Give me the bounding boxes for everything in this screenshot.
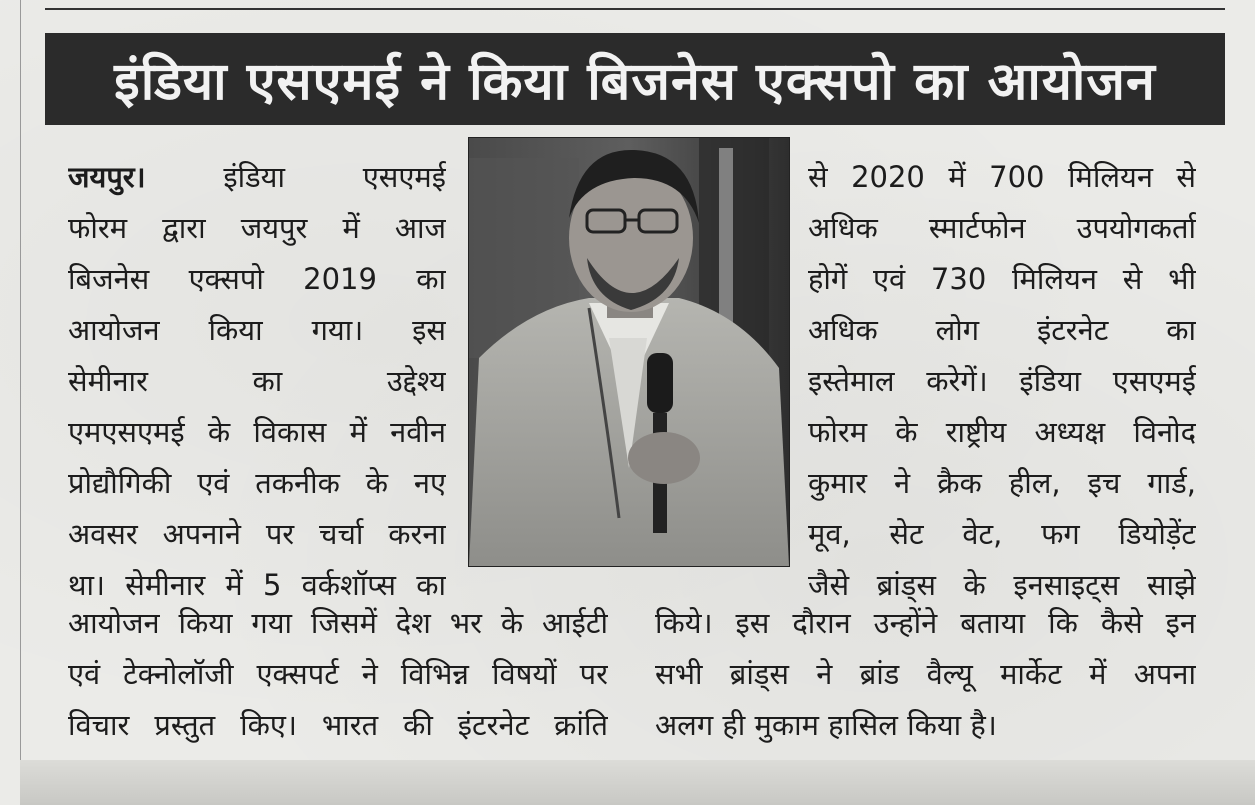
text-line: मूव, सेट वेट, फग डियोड़ेंट (808, 517, 1196, 551)
text-line: सभी ब्रांड्स ने ब्रांड वैल्यू मार्केट में अपना (655, 657, 1196, 691)
text-line: से 2020 में 700 मिलियन से (808, 160, 1196, 194)
text-line: सेमीनार का उद्देश्य (68, 364, 446, 398)
text-line: होगें एवं 730 मिलियन से भी (808, 262, 1196, 296)
text-line: अवसर अपनाने पर चर्चा करना (68, 517, 446, 551)
speaker-photo (468, 137, 790, 567)
text-line: एवं टेक्नोलॉजी एक्सपर्ट ने विभिन्न विषयों पर (68, 657, 608, 691)
text-line: था। सेमीनार में 5 वर्कशॉप्स का (68, 568, 446, 602)
speaker-illustration (469, 138, 789, 566)
page-bottom-edge (20, 760, 1255, 805)
text-line: अधिक स्मार्टफोन उपयोगकर्ता (808, 211, 1196, 245)
text-line: आयोजन किया गया जिसमें देश भर के आईटी (68, 606, 608, 640)
dateline: जयपुर। (68, 160, 146, 194)
left-column-text (68, 152, 446, 611)
text-line: जैसे ब्रांड्स के इनसाइट्स साझे (808, 568, 1196, 602)
page-margin-rule (20, 0, 21, 805)
bottom-right-text (655, 598, 1196, 751)
text-line: अधिक लोग इंटरनेट का (808, 313, 1196, 347)
text-line: आयोजन किया गया। इस (68, 313, 446, 347)
article-headline: इंडिया एसएमई ने किया बिजनेस एक्सपो का आयोजन (114, 51, 1156, 112)
text-line: फोरम के राष्ट्रीय अध्यक्ष विनोद (808, 415, 1196, 449)
text-line: इस्तेमाल करेगें। इंडिया एसएमई (808, 364, 1196, 398)
text-line: एमएसएमई के विकास में नवीन (68, 415, 446, 449)
text-line: विचार प्रस्तुत किए। भारत की इंटरनेट क्रांति (68, 708, 608, 742)
right-column-text (808, 152, 1196, 611)
text-line: फोरम द्वारा जयपुर में आज (68, 211, 446, 245)
text-line: अलग ही मुकाम हासिल किया है। (655, 708, 997, 742)
headline-banner (45, 33, 1225, 125)
text-line: किये। इस दौरान उन्होंने बताया कि कैसे इन (655, 606, 1196, 640)
text-line: प्रोद्यौगिकी एवं तकनीक के नए (68, 466, 446, 500)
text-line: कुमार ने क्रैक हील, इच गार्ड, (808, 466, 1196, 500)
text-line: बिजनेस एक्सपो 2019 का (68, 262, 446, 296)
text-line: जयपुर। इंडिया एसएमई (68, 160, 446, 194)
bottom-left-text (68, 598, 608, 751)
top-border-rule (45, 0, 1225, 10)
